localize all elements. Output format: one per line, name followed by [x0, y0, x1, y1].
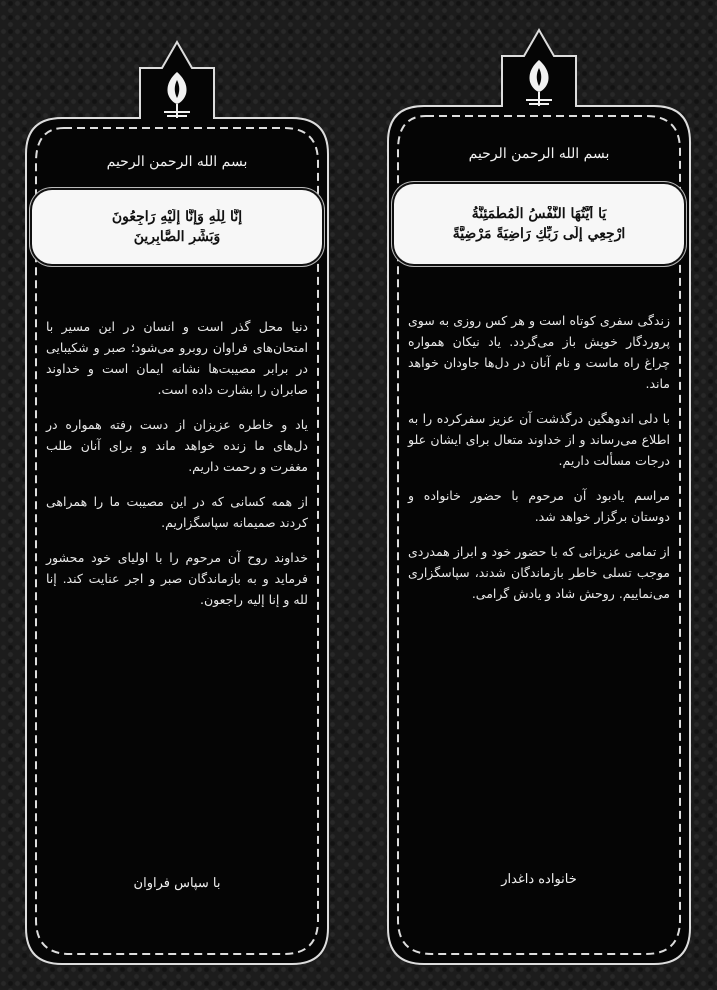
basmala: بسم الله الرحمن الرحيم	[106, 154, 248, 170]
right-card	[384, 26, 694, 968]
right-card-body	[408, 310, 670, 860]
signature: خانواده داغدار	[501, 872, 577, 887]
paragraph: خداوند روح آن مرحوم را با اولیای خود محشور فرماید و به بازماندگان صبر و اجر عنایت کند. إنا لله و إنا إلیه راجعون.	[46, 550, 308, 607]
paragraph: از همه کسانی که در این مصیبت ما را همراهی کردند صمیمانه سپاسگزاریم.	[46, 494, 308, 530]
paragraph: دنیا محل گذر است و انسان در این مسیر با امتحان‌های فراوان روبرو می‌شود؛ صبر و شکیبایی در برابر مصیبت‌ها نشانه ایمان است و خداوند صابران را بشارت داده است.	[46, 319, 308, 397]
left-card	[22, 38, 332, 968]
left-card-body	[46, 316, 308, 856]
verse-banner	[394, 184, 684, 264]
verse-line: ارْجِعِي إِلَى رَبِّكِ رَاضِيَةً مَرْضِيَّةً	[452, 226, 626, 242]
verse-line: إِنَّا لِلَّهِ وَإِنَّا إِلَيْهِ رَاجِعُونَ	[111, 209, 243, 225]
paragraph: مراسم یادبود آن مرحوم با حضور خانواده و دوستان برگزار خواهد شد.	[408, 488, 670, 524]
signature: با سپاس فراوان	[133, 876, 221, 891]
verse-line: يَا أَيَّتُهَا النَّفْسُ الْمُطْمَئِنَّةُ	[471, 206, 607, 222]
verse-banner	[32, 190, 322, 264]
tulip-emblem-icon	[520, 56, 558, 110]
tulip-emblem-icon	[158, 68, 196, 122]
basmala: بسم الله الرحمن الرحيم	[468, 146, 610, 162]
paragraph: یاد و خاطره عزیزان از دست رفته همواره در دل‌های ما زنده خواهد ماند و برای آنان طلب مغفرت و رحمت داریم.	[46, 417, 308, 474]
paragraph: از تمامی عزیزانی که با حضور خود و ابراز همدردی موجب تسلی خاطر بازماندگان شدند، سپاسگزاری می‌نماییم. روحش شاد و یادش گرامی.	[408, 544, 670, 601]
paragraph: با دلی اندوهگین درگذشت آن عزیز سفرکرده را به اطلاع می‌رساند و از خداوند متعال برای ایشان علو درجات مسألت داریم.	[408, 411, 670, 468]
verse-line: وَبَشِّرِ الصَّابِرِينَ	[133, 229, 221, 245]
paragraph: زندگی سفری کوتاه است و هر کس روزی به سوی پروردگار خویش باز می‌گردد. یاد نیکان همواره چراغ راه ماست و نام آنان در دل‌ها جاودان خواهد ماند.	[408, 313, 670, 391]
